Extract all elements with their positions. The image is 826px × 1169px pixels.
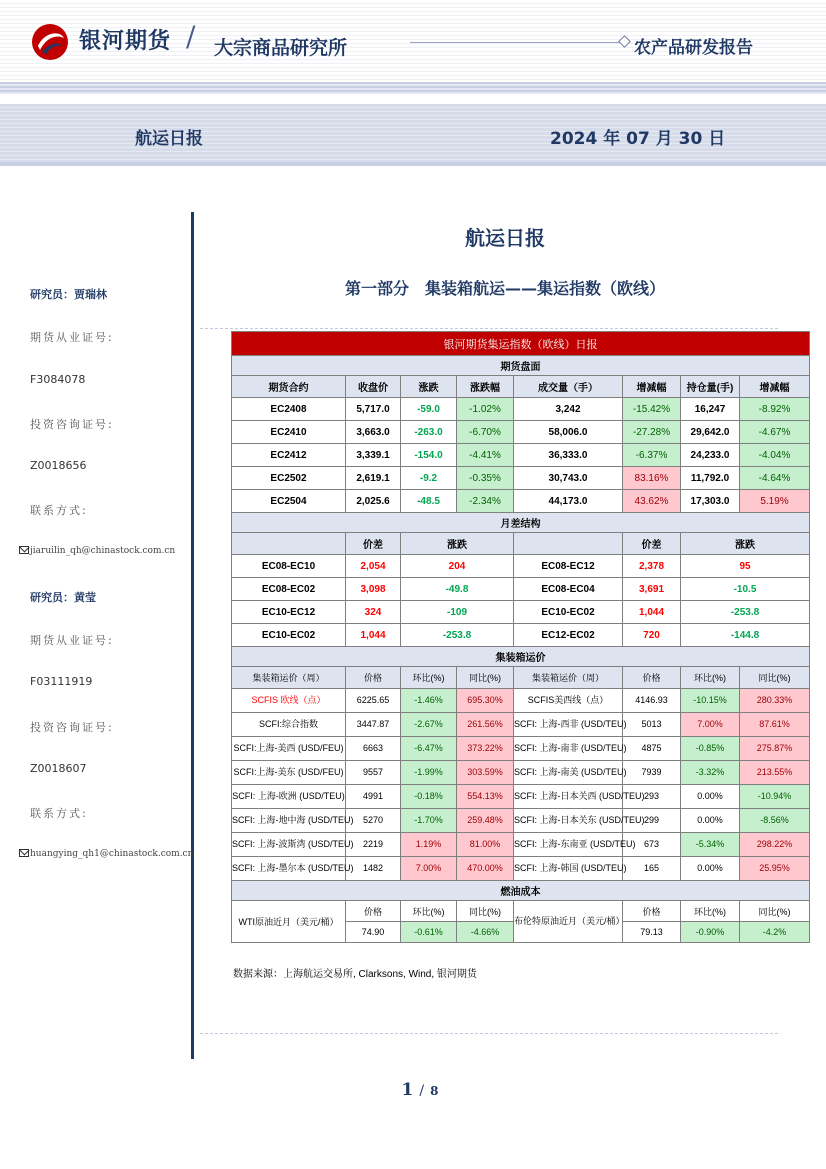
container-cell: 303.59%: [457, 761, 514, 785]
container-row: [232, 761, 810, 785]
futures-header-cell: 增减幅: [740, 376, 810, 398]
futures-cell: 24,233.0: [681, 444, 740, 467]
container-cell: -1.70%: [401, 809, 457, 833]
futures-header-cell: 增减幅: [623, 376, 681, 398]
container-cell: SCFI:上海-美西 (USD/FEU): [232, 737, 346, 761]
futures-header-row: [232, 376, 810, 398]
container-header-cell: 价格: [346, 667, 401, 689]
spread-cell: -109: [401, 601, 514, 624]
container-cell: 9557: [346, 761, 401, 785]
container-header-row: [232, 667, 810, 689]
container-cell: SCFI: 上海-南非 (USD/TEU): [514, 737, 623, 761]
container-row: [232, 713, 810, 737]
container-cell: 470.00%: [457, 857, 514, 881]
spread-cell: -253.8: [681, 601, 810, 624]
container-cell: 6663: [346, 737, 401, 761]
consult-1-value: Z0018656: [30, 459, 87, 472]
spread-cell: 2,054: [346, 555, 401, 578]
spread-header: 价差: [623, 533, 681, 555]
spread-cell: -253.8: [401, 624, 514, 647]
futures-cell: -15.42%: [623, 398, 681, 421]
container-cell: 87.61%: [740, 713, 810, 737]
futures-cell: 44,173.0: [514, 490, 623, 513]
container-header-cell: 价格: [623, 667, 681, 689]
futures-header-cell: 涨跌幅: [457, 376, 514, 398]
futures-cell: -8.92%: [740, 398, 810, 421]
container-cell: 213.55%: [740, 761, 810, 785]
container-cell: SCFIS美西线（点）: [514, 689, 623, 713]
container-cell: -3.32%: [681, 761, 740, 785]
fuel-cell: -4.2%: [740, 922, 810, 943]
container-cell: 0.00%: [681, 857, 740, 881]
futures-header-cell: 持仓量(手): [681, 376, 740, 398]
container-cell: 6225.65: [346, 689, 401, 713]
spread-cell: 2,378: [623, 555, 681, 578]
consult-2-label: 投资咨询证号:: [30, 721, 114, 734]
header-rule: [410, 42, 624, 43]
futures-header-cell: 成交量（手）: [514, 376, 623, 398]
fuel-header: 价格: [623, 901, 681, 922]
futures-cell: -1.02%: [457, 398, 514, 421]
fuel-brent-label: 布伦特原油近月（美元/桶）: [514, 901, 623, 943]
futures-cell: -59.0: [401, 398, 457, 421]
section-title: 第一部分 集装箱航运——集运指数（欧线）: [344, 279, 665, 298]
spread-header: 涨跌: [681, 533, 810, 555]
futures-cell: -4.41%: [457, 444, 514, 467]
container-cell: SCFI: 上海-南美 (USD/TEU): [514, 761, 623, 785]
container-cell: -5.34%: [681, 833, 740, 857]
container-cell: 293: [623, 785, 681, 809]
futures-cell: -27.28%: [623, 421, 681, 444]
company-name: 银河期货: [79, 29, 172, 54]
container-cell: SCFI: 上海-墨尔本 (USD/TEU): [232, 857, 346, 881]
futures-cell: -4.67%: [740, 421, 810, 444]
futures-cell: 43.62%: [623, 490, 681, 513]
container-header-cell: 集装箱运价（周）: [232, 667, 346, 689]
container-cell: 673: [623, 833, 681, 857]
futures-cell: 83.16%: [623, 467, 681, 490]
container-cell: SCFI: 上海-西非 (USD/TEU): [514, 713, 623, 737]
container-cell: 165: [623, 857, 681, 881]
container-cell: 5013: [623, 713, 681, 737]
container-cell: 1.19%: [401, 833, 457, 857]
page-current: 1: [401, 1080, 414, 1100]
report-date: 2024 年 07 月 30 日: [550, 129, 726, 149]
futures-row: [232, 398, 810, 421]
futures-cell: -6.37%: [623, 444, 681, 467]
container-cell: 7.00%: [401, 857, 457, 881]
spread-header: 价差: [346, 533, 401, 555]
container-cell: 299: [623, 809, 681, 833]
report-name: 航运日报: [135, 129, 203, 149]
container-cell: -8.56%: [740, 809, 810, 833]
dashed-rule: [200, 328, 780, 329]
fuel-wti-label: WTI原油近月（美元/桶）: [232, 901, 346, 943]
spread-cell: -10.5: [681, 578, 810, 601]
futures-cell: -4.64%: [740, 467, 810, 490]
spread-cell: 3,691: [623, 578, 681, 601]
container-cell: -0.85%: [681, 737, 740, 761]
futures-row: [232, 444, 810, 467]
container-header-cell: 同比(%): [740, 667, 810, 689]
spread-cell: -49.8: [401, 578, 514, 601]
spread-cell: EC10-EC02: [514, 601, 623, 624]
container-cell: SCFI: 上海-日本关东 (USD/TEU): [514, 809, 623, 833]
email-2-text: huangying_qh1@chinastock.com.cn: [30, 849, 194, 859]
spread-cell: EC10-EC12: [232, 601, 346, 624]
mail-icon: [19, 849, 29, 857]
futures-cell: -154.0: [401, 444, 457, 467]
researcher-2: 研究员：黄莹: [30, 591, 96, 604]
email-1-text: jiaruilin_qh@chinastock.com.cn: [30, 546, 176, 556]
fuel-header: 环比(%): [681, 901, 740, 922]
container-cell: -2.67%: [401, 713, 457, 737]
container-cell: 275.87%: [740, 737, 810, 761]
spread-cell: EC08-EC10: [232, 555, 346, 578]
fuel-header: 环比(%): [401, 901, 457, 922]
futures-cell: 30,743.0: [514, 467, 623, 490]
container-cell: -1.46%: [401, 689, 457, 713]
container-cell: 261.56%: [457, 713, 514, 737]
futures-cell: 2,025.6: [346, 490, 401, 513]
container-cell: 1482: [346, 857, 401, 881]
container-cell: 4875: [623, 737, 681, 761]
futures-cell: EC2504: [232, 490, 346, 513]
futures-header-cell: 收盘价: [346, 376, 401, 398]
container-cell: 81.00%: [457, 833, 514, 857]
fuel-header: 价格: [346, 901, 401, 922]
spread-header-row: [232, 533, 810, 555]
futures-cell: EC2408: [232, 398, 346, 421]
futures-cell: 17,303.0: [681, 490, 740, 513]
futures-section: 期货盘面: [232, 356, 810, 376]
email-2[interactable]: [19, 848, 193, 859]
page-total: 8: [430, 1084, 439, 1098]
container-cell: SCFI:综合指数: [232, 713, 346, 737]
spread-cell: 720: [623, 624, 681, 647]
spread-row: [232, 555, 810, 578]
spread-cell: EC08-EC12: [514, 555, 623, 578]
futures-row: [232, 467, 810, 490]
futures-cell: 5,717.0: [346, 398, 401, 421]
container-section: 集装箱运价: [232, 647, 810, 667]
spread-cell: 204: [401, 555, 514, 578]
spread-header: 涨跌: [401, 533, 514, 555]
futures-cell: 3,339.1: [346, 444, 401, 467]
fuel-cell: 74.90: [346, 922, 401, 943]
consult-1-label: 投资咨询证号:: [30, 418, 114, 431]
container-cell: SCFI: 上海-波斯湾 (USD/TEU): [232, 833, 346, 857]
fuel-header: 同比(%): [740, 901, 810, 922]
spread-cell: 1,044: [623, 601, 681, 624]
email-1[interactable]: [19, 545, 175, 556]
futures-cell: -4.04%: [740, 444, 810, 467]
container-cell: SCFIS 欧线（点）: [232, 689, 346, 713]
container-cell: -10.15%: [681, 689, 740, 713]
futures-cell: -263.0: [401, 421, 457, 444]
container-cell: -6.47%: [401, 737, 457, 761]
fuel-section: 燃油成本: [232, 881, 810, 901]
container-cell: -10.94%: [740, 785, 810, 809]
container-row: [232, 737, 810, 761]
container-cell: SCFI: 上海-欧洲 (USD/TEU): [232, 785, 346, 809]
consult-2-value: Z0018607: [30, 762, 87, 775]
spread-cell: 324: [346, 601, 401, 624]
container-cell: SCFI: 上海-地中海 (USD/TEU): [232, 809, 346, 833]
container-cell: 25.95%: [740, 857, 810, 881]
researcher-1: 研究员：贾瑞林: [30, 288, 107, 301]
container-row: [232, 857, 810, 881]
page-separator: /: [419, 1083, 425, 1099]
spread-cell: 95: [681, 555, 810, 578]
futures-cell: 3,663.0: [346, 421, 401, 444]
spread-row: [232, 624, 810, 647]
license-2-value: F03111919: [30, 675, 93, 688]
container-row: [232, 833, 810, 857]
spread-header-blank: [232, 533, 346, 555]
license-2-label: 期货从业证号:: [30, 634, 114, 647]
sidebar-divider: [191, 212, 194, 1059]
container-header-cell: 环比(%): [401, 667, 457, 689]
license-1-value: F3084078: [30, 373, 86, 386]
container-header-cell: 环比(%): [681, 667, 740, 689]
spread-cell: EC08-EC02: [232, 578, 346, 601]
dashed-rule-bottom: [200, 1033, 780, 1034]
container-cell: 0.00%: [681, 785, 740, 809]
container-header-cell: 同比(%): [457, 667, 514, 689]
futures-cell: 2,619.1: [346, 467, 401, 490]
container-cell: 298.22%: [740, 833, 810, 857]
license-1-label: 期货从业证号:: [30, 331, 114, 344]
futures-cell: 3,242: [514, 398, 623, 421]
spread-header-blank: [514, 533, 623, 555]
institute-name: 大宗商品研究所: [214, 37, 348, 59]
container-cell: SCFI: 上海-东南亚 (USD/TEU): [514, 833, 623, 857]
fuel-cell: -0.90%: [681, 922, 740, 943]
container-cell: 7.00%: [681, 713, 740, 737]
futures-cell: EC2502: [232, 467, 346, 490]
container-cell: 4146.93: [623, 689, 681, 713]
container-cell: 0.00%: [681, 809, 740, 833]
main-title: 航运日报: [465, 226, 545, 250]
fuel-header: 同比(%): [457, 901, 514, 922]
futures-cell: EC2412: [232, 444, 346, 467]
spread-cell: -144.8: [681, 624, 810, 647]
fuel-cell: -4.66%: [457, 922, 514, 943]
container-row: [232, 809, 810, 833]
spread-cell: 3,098: [346, 578, 401, 601]
futures-cell: -48.5: [401, 490, 457, 513]
futures-cell: EC2410: [232, 421, 346, 444]
header-stripe: [0, 82, 826, 94]
mail-icon: [19, 546, 29, 554]
container-cell: 554.13%: [457, 785, 514, 809]
container-header-cell: 集装箱运价（周）: [514, 667, 623, 689]
contact-1-label: 联系方式:: [30, 504, 88, 517]
fuel-cell: -0.61%: [401, 922, 457, 943]
futures-cell: 5.19%: [740, 490, 810, 513]
container-cell: 259.48%: [457, 809, 514, 833]
container-cell: SCFI:上海-美东 (USD/FEU): [232, 761, 346, 785]
futures-cell: -9.2: [401, 467, 457, 490]
futures-cell: 11,792.0: [681, 467, 740, 490]
page-number: [370, 1080, 470, 1100]
spread-row: [232, 601, 810, 624]
futures-cell: 58,006.0: [514, 421, 623, 444]
futures-header-cell: 期货合约: [232, 376, 346, 398]
container-cell: 4991: [346, 785, 401, 809]
futures-row: [232, 490, 810, 513]
futures-cell: -2.34%: [457, 490, 514, 513]
container-row: [232, 689, 810, 713]
container-row: [232, 785, 810, 809]
spread-row: [232, 578, 810, 601]
container-cell: SCFI: 上海-日本关西 (USD/TEU): [514, 785, 623, 809]
container-cell: 695.30%: [457, 689, 514, 713]
futures-cell: 16,247: [681, 398, 740, 421]
spread-cell: EC12-EC02: [514, 624, 623, 647]
table-title: 银河期货集运指数（欧线）日报: [232, 332, 810, 356]
spread-section: 月差结构: [232, 513, 810, 533]
fuel-cell: 79.13: [623, 922, 681, 943]
header-divider: /: [186, 20, 196, 53]
data-source: 数据来源：上海航运交易所, Clarksons, Wind, 银河期货: [233, 969, 477, 980]
container-cell: SCFI: 上海-韩国 (USD/TEU): [514, 857, 623, 881]
container-cell: 280.33%: [740, 689, 810, 713]
container-cell: 7939: [623, 761, 681, 785]
container-cell: 5270: [346, 809, 401, 833]
spread-cell: EC10-EC02: [232, 624, 346, 647]
futures-cell: 36,333.0: [514, 444, 623, 467]
container-cell: -0.18%: [401, 785, 457, 809]
spread-cell: EC08-EC04: [514, 578, 623, 601]
contact-2-label: 联系方式:: [30, 807, 88, 820]
futures-cell: -0.35%: [457, 467, 514, 490]
spread-cell: 1,044: [346, 624, 401, 647]
title-underline: [0, 162, 826, 166]
futures-cell: -6.70%: [457, 421, 514, 444]
container-cell: 3447.87: [346, 713, 401, 737]
galaxy-logo-icon: [30, 22, 70, 62]
container-cell: -1.99%: [401, 761, 457, 785]
container-cell: 2219: [346, 833, 401, 857]
futures-cell: 29,642.0: [681, 421, 740, 444]
report-type: 农产品研发报告: [634, 38, 753, 58]
futures-row: [232, 421, 810, 444]
futures-header-cell: 涨跌: [401, 376, 457, 398]
index-table: [231, 331, 810, 943]
container-cell: 373.22%: [457, 737, 514, 761]
